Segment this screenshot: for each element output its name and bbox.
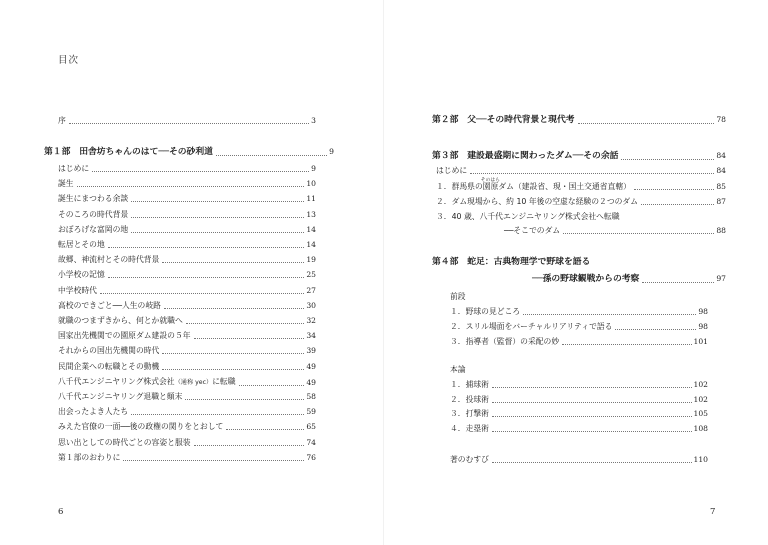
toc-page-number: 98 [698,307,708,316]
toc-entry[interactable] [450,409,708,419]
toc-page-number: 10 [306,179,316,189]
dot-leader [162,369,304,370]
toc-entry[interactable] [436,178,726,192]
toc-entry[interactable] [58,377,316,388]
toc-page-number: 84 [716,151,726,160]
toc-entry[interactable] [450,395,708,405]
toc-entry-text: 中学校時代 [58,285,97,295]
dot-leader [492,416,692,417]
toc-entry-text: 転居とその地 [58,240,105,249]
dot-leader [186,323,305,324]
toc-entry[interactable] [58,346,316,356]
toc-entry-text: おぼろげな富岡の地 [58,224,129,234]
toc-part2-heading[interactable] [432,114,726,126]
dot-leader [100,293,304,294]
ruby-reading: そのはら [480,178,500,183]
toc-entry-text: １．群馬県の園原 そのはら ダム（建設省、現・国土交通省直轄） [436,178,631,191]
toc-page-number: 3 [311,116,316,125]
toc-entry[interactable] [450,307,708,317]
toc-page-number: 27 [306,285,316,295]
toc-entry[interactable] [450,424,708,434]
dot-leader [92,171,309,172]
toc-entry-preface[interactable] [58,116,316,126]
toc-entry-text: 国家出先機関での園原ダム建設の５年 [58,331,191,341]
toc-page-number: 9 [329,147,334,156]
dot-leader [131,232,304,233]
toc-entry-text: そのころの時代背景 [58,209,129,219]
toc-entry-text: 序 [58,116,66,125]
dot-leader [562,344,691,345]
dot-leader [642,282,714,283]
toc-entry[interactable] [450,337,708,347]
section-label-zendan: 前段 [450,292,466,301]
toc-entry[interactable] [436,197,726,207]
toc-page-number: 101 [693,337,708,346]
toc-page-number: 58 [306,392,316,401]
toc-entry-text: 著のむすび [450,455,489,464]
toc-entry[interactable] [504,226,726,236]
dot-leader [162,262,304,263]
dot-leader [492,402,692,403]
toc-page-number: 105 [693,409,708,418]
dot-leader [492,462,692,463]
toc-entry-text: 就職のつまずきから、何とか就職へ [58,316,183,325]
toc-page-number: 98 [698,322,708,331]
dot-leader [162,353,304,354]
toc-page-number: 97 [716,274,726,283]
toc-page-number: 59 [306,407,316,417]
dot-leader [621,159,714,160]
toc-entry[interactable] [58,255,316,265]
toc-part1-heading[interactable] [44,146,334,158]
toc-entry-text: みえた官僚の一面──後の政権の関りをとおして [58,422,224,432]
dot-leader [108,277,305,278]
toc-part-title: ──孫の野球観戦からの考察 [532,274,640,284]
dot-leader [123,460,304,461]
dot-leader [164,308,304,309]
toc-page-number: 13 [306,209,316,219]
toc-entry-text: １．野球の見どころ [450,307,521,316]
right-page [384,0,768,545]
toc-page-number: 49 [306,361,316,371]
toc-entry[interactable] [58,438,316,448]
toc-part-title: 第１部 田舎坊ちゃんのはて──その砂利道 [44,147,213,157]
toc-entry-text: 八千代エンジニヤリング株式会社（通称 yec）に転職 [58,376,236,386]
toc-entry-text: ３．指導者（監督）の采配の妙 [450,337,560,346]
page-title: 目次 [58,55,80,66]
abbreviation-note: （通称 yec） [174,378,213,386]
toc-entry[interactable] [58,164,316,174]
dot-leader [131,201,304,202]
toc-page-number: 76 [306,452,316,462]
toc-page-number: 102 [693,394,708,404]
toc-entry-text: 第１部のおわりに [58,452,121,462]
dot-leader [470,173,714,174]
toc-page-number: 9 [311,164,316,173]
toc-entry[interactable] [58,362,316,372]
toc-page-number: 78 [716,115,726,124]
toc-entry[interactable] [436,166,726,176]
toc-page-number: 32 [306,316,316,325]
dot-leader [69,123,309,124]
toc-entry-text: ２．スリル場面をバーチャルリアリティで語る [450,322,613,331]
toc-entry[interactable] [58,225,316,235]
dot-leader [216,155,327,156]
ruby-annotation: 園原 そのはら [480,178,500,191]
dot-leader [131,414,304,415]
toc-entry-text: ４．走塁術 [450,423,489,433]
toc-page-number: 110 [693,455,708,464]
toc-entry[interactable] [58,270,316,280]
toc-entry[interactable] [450,380,708,390]
toc-entry-text: はじめに [58,164,90,173]
toc-part-title: 第２部 父──その時代背景と現代考 [432,115,575,125]
toc-entry-text: はじめに [436,166,468,175]
toc-entry-text: 思い出としての時代ごとの容姿と服装 [58,437,191,447]
toc-page-number: 108 [693,423,708,433]
toc-page-number: 39 [306,346,316,356]
toc-page-number: 19 [306,255,316,265]
toc-page-number: 34 [306,331,316,341]
toc-page-number: 25 [306,270,316,280]
toc-entry-text: １．捕球術 [450,380,489,389]
toc-entry[interactable] [436,212,726,222]
toc-entry-text: ２．ダム現場から、約 10 年後の空虚な経験の２つのダム [436,197,639,206]
toc-page-number: 74 [306,437,316,447]
toc-entry-text: ２．投球術 [450,394,489,404]
toc-entry-text: 出会ったよき人たち [58,407,129,417]
dot-leader [226,429,304,430]
toc-page-number: 11 [306,194,316,204]
toc-entry[interactable] [58,179,316,189]
toc-entry-text: ３．打撃術 [450,409,489,418]
toc-entry-text: 高校のできごと──人生の岐路 [58,300,161,310]
dot-leader [131,217,304,218]
toc-entry[interactable] [58,453,316,463]
toc-page-number: 102 [693,380,708,389]
toc-part4-heading-line2[interactable] [532,273,726,285]
dot-leader [77,186,305,187]
dot-leader [563,233,714,234]
toc-entry[interactable] [58,286,316,296]
section-label-honron: 本論 [450,365,466,374]
toc-entry[interactable] [58,240,316,250]
dot-leader [634,189,714,190]
toc-entry[interactable] [58,392,316,402]
toc-page-number: 85 [716,182,726,191]
toc-page-number: 65 [306,422,316,432]
dot-leader [108,247,305,248]
toc-part-title: 第３部 建設最盛期に関わったダム──その余話 [432,151,619,161]
toc-page-number: 49 [306,377,316,387]
dot-leader [185,399,304,400]
toc-entry[interactable] [58,407,316,417]
toc-entry-text: 小学校の記憶 [58,270,105,280]
toc-page-number: 87 [716,197,726,206]
dot-leader [641,204,714,205]
toc-page-number: 30 [306,300,316,310]
toc-entry-text: それからの国出先機関の時代 [58,346,160,356]
toc-entry-text: 八千代エンジニヤリング退職と顛末 [58,392,183,401]
toc-part3-heading[interactable] [432,150,726,162]
page-number-left: 6 [58,507,64,517]
toc-entry-text: ３．40 歳、八千代エンジニヤリング株式会社へ転職 [436,212,620,221]
toc-entry[interactable] [58,194,316,204]
toc-page-number: 88 [716,226,726,235]
dot-leader [492,431,692,432]
toc-entry[interactable] [58,422,316,432]
toc-entry-closing[interactable] [450,455,708,465]
dot-leader [523,314,696,315]
toc-entry-text: ──そこでのダム [504,226,561,235]
dot-leader [615,329,696,330]
toc-page-number: 14 [306,224,316,234]
dot-leader [492,387,692,388]
toc-part4-heading-line1[interactable]: 第４部 蛇足：古典物理学で野球を語る [432,257,591,267]
toc-entry[interactable] [58,301,316,311]
dot-leader [194,338,305,339]
toc-entry[interactable] [58,331,316,341]
toc-entry[interactable] [58,316,316,326]
toc-entry[interactable] [58,210,316,220]
toc-entry-text: 誕生にまつわる余談 [58,194,129,204]
dot-leader [578,123,715,124]
dot-leader [239,385,305,386]
toc-entry-text: 民間企業への転職とその動機 [58,361,160,371]
toc-entry[interactable] [450,322,708,332]
toc-entry-text: 故郷、神流村とその時代背景 [58,255,160,265]
page-number-right: 7 [710,507,716,517]
dot-leader [194,445,305,446]
toc-page-number: 84 [716,166,726,175]
toc-page-number: 14 [306,240,316,249]
toc-entry-text: 誕生 [58,179,74,189]
